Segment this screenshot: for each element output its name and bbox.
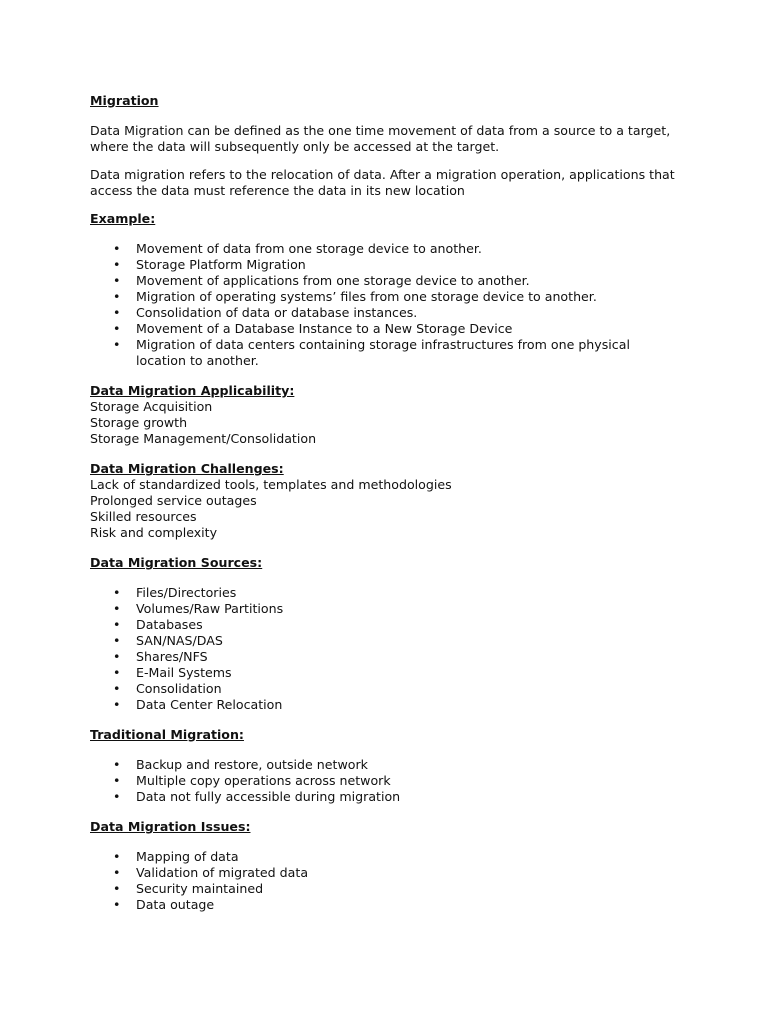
list-item: • Movement of data from one storage device to another. bbox=[113, 241, 482, 256]
traditional-list bbox=[90, 757, 690, 805]
list-item: • Multiple copy operations across network bbox=[113, 773, 391, 788]
list-item: • Files/Directories bbox=[113, 585, 237, 600]
text-line: Prolonged service outages bbox=[90, 493, 257, 508]
issues-heading: Data Migration Issues: bbox=[90, 819, 251, 834]
challenges-heading: Data Migration Challenges: bbox=[90, 461, 284, 476]
bullet-icon: • bbox=[113, 789, 121, 804]
bullet-icon: • bbox=[113, 897, 121, 912]
list-item: • E-Mail Systems bbox=[113, 665, 232, 680]
list-item: • Security maintained bbox=[113, 881, 264, 896]
bullet-icon: • bbox=[113, 257, 121, 272]
challenges-lines bbox=[90, 477, 690, 541]
bullet-icon: • bbox=[113, 649, 121, 664]
bullet-icon: • bbox=[113, 585, 121, 600]
text-line: Storage growth bbox=[90, 415, 188, 430]
migration-relocation-line-1: Data migration refers to the relocation of data. After a migration operation, applications that bbox=[90, 167, 675, 182]
list-item: • Data outage bbox=[113, 897, 215, 912]
bullet-icon: • bbox=[113, 601, 121, 616]
bullet-icon: • bbox=[113, 337, 121, 352]
document-page bbox=[90, 93, 690, 913]
bullet-icon: • bbox=[113, 881, 121, 896]
list-item: • Movement of applications from one storage device to another. bbox=[113, 273, 530, 288]
bullet-icon: • bbox=[113, 617, 121, 632]
list-item: • Backup and restore, outside network bbox=[113, 757, 368, 772]
bullet-icon: • bbox=[113, 697, 121, 712]
text-line: Storage Management/Consolidation bbox=[90, 431, 317, 446]
list-item: • Mapping of data bbox=[113, 849, 239, 864]
bullet-icon: • bbox=[113, 665, 121, 680]
bullet-icon: • bbox=[113, 865, 121, 880]
applicability-lines bbox=[90, 399, 690, 447]
list-item: • Consolidation of data or database instances. bbox=[113, 305, 418, 320]
list-item: • SAN/NAS/DAS bbox=[113, 633, 223, 648]
list-item: • Data Center Relocation bbox=[113, 697, 283, 712]
text-line: Storage Acquisition bbox=[90, 399, 213, 414]
bullet-icon: • bbox=[113, 305, 121, 320]
migration-definition-line-1: Data Migration can be defined as the one time movement of data from a source to a target, bbox=[90, 123, 671, 138]
applicability-heading: Data Migration Applicability: bbox=[90, 383, 295, 398]
list-item: • Validation of migrated data bbox=[113, 865, 309, 880]
bullet-icon: • bbox=[113, 773, 121, 788]
text-line: Risk and complexity bbox=[90, 525, 218, 540]
sources-list bbox=[90, 585, 690, 713]
example-heading: Example: bbox=[90, 211, 156, 226]
issues-list bbox=[90, 849, 690, 913]
bullet-icon: • bbox=[113, 321, 121, 336]
bullet-icon: • bbox=[113, 681, 121, 696]
bullet-icon: • bbox=[113, 289, 121, 304]
list-item: • Volumes/Raw Partitions bbox=[113, 601, 284, 616]
list-item: • Consolidation bbox=[113, 681, 222, 696]
list-item: • Databases bbox=[113, 617, 203, 632]
list-item: • Storage Platform Migration bbox=[113, 257, 306, 272]
example-list bbox=[90, 241, 690, 369]
list-item: • Migration of operating systems’ files from one storage device to another. bbox=[113, 289, 597, 304]
list-item: • Data not fully accessible during migration bbox=[113, 789, 401, 804]
bullet-icon: • bbox=[113, 757, 121, 772]
bullet-icon: • bbox=[113, 849, 121, 864]
bullet-icon: • bbox=[113, 273, 121, 288]
list-item-continuation: location to another. bbox=[136, 353, 259, 368]
bullet-icon: • bbox=[113, 633, 121, 648]
migration-heading: Migration bbox=[90, 93, 159, 108]
text-line: Lack of standardized tools, templates and methodologies bbox=[90, 477, 452, 492]
list-item: • Shares/NFS bbox=[113, 649, 208, 664]
sources-heading: Data Migration Sources: bbox=[90, 555, 263, 570]
text-line: Skilled resources bbox=[90, 509, 197, 524]
list-item: • Movement of a Database Instance to a New Storage Device bbox=[113, 321, 513, 336]
traditional-heading: Traditional Migration: bbox=[90, 727, 244, 742]
migration-relocation-line-2: access the data must reference the data in its new location bbox=[90, 183, 465, 198]
migration-definition-line-2: where the data will subsequently only be accessed at the target. bbox=[90, 139, 500, 154]
list-item: • Migration of data centers containing storage infrastructures from one physical bbox=[113, 337, 630, 352]
bullet-icon: • bbox=[113, 241, 121, 256]
